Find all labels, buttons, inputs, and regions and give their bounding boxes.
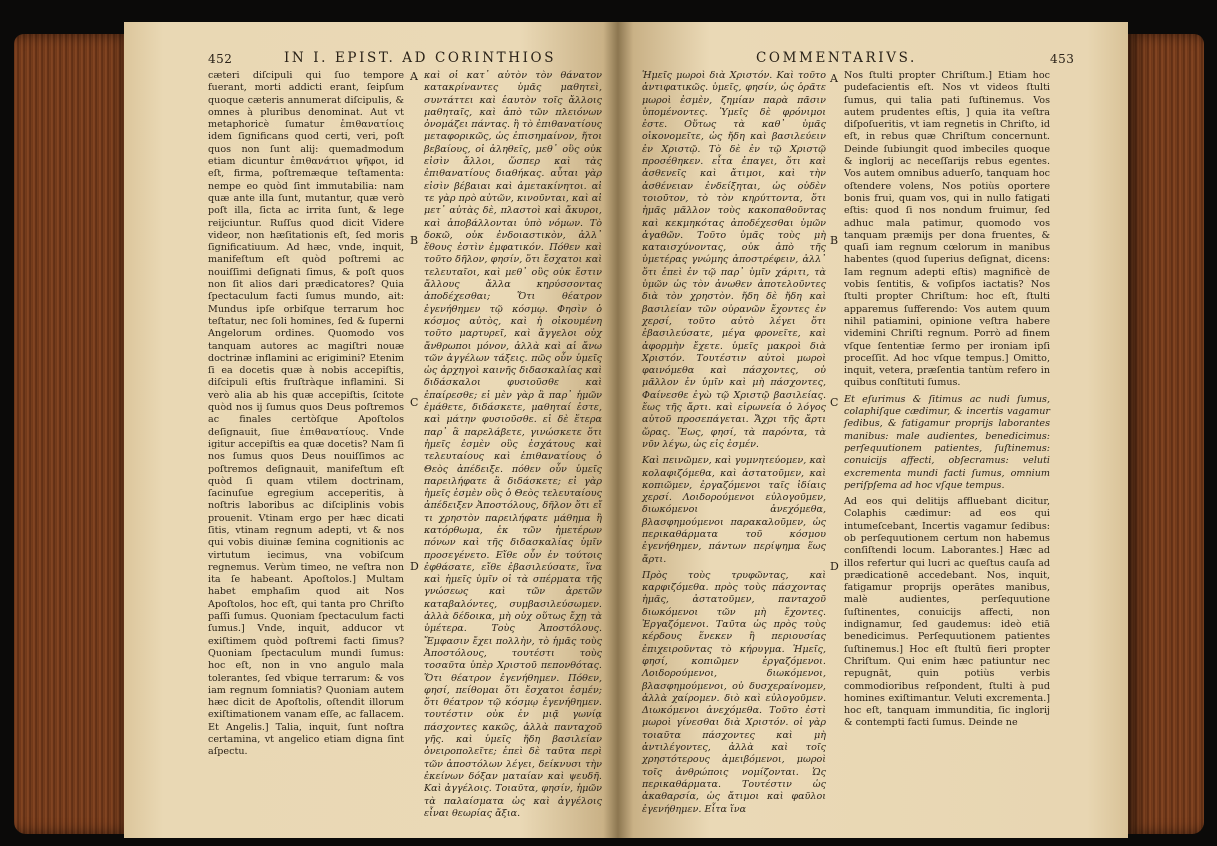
margin-letter-c: C [410,396,419,409]
margin-letter-a-right: A [830,72,838,85]
margin-letter-d: D [410,560,419,573]
right-greek-text-2: Καὶ πεινῶμεν, καὶ γυμνητεύομεν, καὶ κολαφιζόμεθα, καὶ ἀστατοῦμεν, καὶ κοπιῶμεν, ἐργαζόμενοι ταῖς ἰδίαις χερσί. Λοιδορούμενοι εὐλογοῦμεν, διωκόμενοι ἀνεχόμεθα, βλασφημούμενοι παρακαλοῦμεν, ὡς περικαθάρματα τοῦ κόσμου ἐγενήθημεν, πάντων περίψημα ἕως ἄρτι. [642,455,826,565]
left-greek-text: καὶ οἱ κατ᾽ αὐτὸν τὸν θάνατον κατακρίναντες ὑμᾶς μαθητεὶ, συντάττει καὶ ἑαυτὸν τοῖς ἄλλοις μαθηταῖς, καὶ ἀπὸ τῶν πλειόνων ὀνομάζει πάντας. ἢ τὸ ἐπιθανατίους μεταφορικῶς, ὡς ἐπισημαίνον, ἤτοι βεβαίους, οἱ ἀληθεῖς, μεθ᾽ οὓς οὐκ εἰσὶν ἄλλοι, ὥσπερ καὶ τὰς ἐπιθανατίους διαθήκας. αὗται γὰρ εἰσὶν βέβαιαι καὶ ἀμετακίνητοι. αἱ τε γὰρ πρὸ αὐτῶν, κινοῦνται, καὶ αἱ μετ᾽ αὐτὰς δὲ, πλαστοὶ καὶ ἄκυροι, καὶ ἀποβάλλονται ὑπὸ νόμων. Τὸ δοκῶ, οὐκ ἐνδοιαστικὸν, ἀλλ᾽ ἔθους ἐστὶν ἐμφατικόν. Πόθεν καὶ τοῦτο δῆλον, φησίν, ὅτι ἔσχατοι καὶ τελευταῖοι, καὶ μεθ᾽ οὓς οὐκ ἔστιν ἄλλους ἄλλα κηρύσσοντας ἀποδέχεσθαι; Ὅτι θέατρον ἐγενήθημεν τῷ κόσμῳ. Φησὶν ὁ κόσμος αὐτὸς, καὶ ἡ οἰκουμένη τοῦτο μαρτυρεῖ, καὶ ἄγγελοι οὐχ ἄνθρωποι μόνον, ἀλλὰ καὶ αἱ ἄνω τῶν ἀγγέλων τάξεις. πῶς οὖν ὑμεῖς ὡς ἀρχηγοὶ καινῆς διδασκαλίας καὶ διδάσκαλοι φυσιοῦσθε καὶ ἐπαίρεσθε; εἰ μὲν γὰρ ἃ παρ᾽ ἡμῶν ἐμάθετε, διδάσκετε, μαθηταί ἐστε, καὶ μάτην φυσιοῦσθε. εἰ δὲ ἕτερα παρ᾽ ἃ παρελάβετε, γινώσκετε ὅτι ἡμεῖς ἐσμὲν οὓς ἐσχάτους καὶ τελευταίους καὶ ἐπιθανατίους ὁ Θεὸς ἀπέδειξε. πόθεν οὖν ὑμεῖς παρειλήφατε ἃ διδάσκετε; εἰ γὰρ ἡμεῖς ἐσμὲν οὓς ὁ Θεὸς τελευταίους ἀπέδειξεν Ἀποστόλους, δῆλον ὅτι εἴ τι χρηστὸν παρειλήφατε μάθημα ἢ κατόρθωμα, ἐκ τῶν ἡμετέρων πόνων καὶ τῆς διδασκαλίας ὑμῖν προσεγένετο. Εἴθε οὖν ἐν τούτοις ἐφθάσατε, εἴθε ἐβασιλεύσατε, ἵνα καὶ ἡμεῖς ὑμῖν οἱ τὰ σπέρματα τῆς γνώσεως καὶ τῶν ἀρετῶν καταβαλόντες, συμβασιλεύσωμεν. ἀλλὰ δέδοικα, μὴ οὐχ οὕτως ἔχῃ τὰ ὑμέτερα. Τοὺς Ἀποστόλους. Ἔμφασιν ἔχει πολλὴν, τὸ ἡμᾶς τοὺς Ἀποστόλους, τουτέστι τοὺς τοσαῦτα ὑπὲρ Χριστοῦ πεπονθότας. Ὅτι θέατρον ἐγενήθημεν. Πόθεν, φησί, πείθομαι ὅτι ἔσχατοι ἐσμέν; ὅτι θέατρον τῷ κόσμῳ ἐγενήθημεν. τουτέστιν οὐκ ἐν μιᾷ γωνίᾳ πάσχοντες κακῶς, ἀλλὰ πανταχοῦ γῆς. καὶ ὑμεῖς ἤδη βασιλείαν ὀνειροπολεῖτε; ἐπεὶ δὲ ταῦτα περὶ τῶν ἀποστόλων λέγει, δείκνυσι τὴν ἐκείνων δόξαν ματαίαν καὶ ψευδῆ. Καὶ ἀγγέλοις. Τοιαῦτα, φησίν, ἡμῶν τὰ παλαίσματα ὡς καὶ ἀγγέλοις εἶναι θεωρίας ἄξια. [424,70,602,819]
right-page-number: 453 [1050,52,1075,66]
left-latin-text: cæteri diſcipuli qui ſuo tempore fuerant, morti addicti erant, ſeipſum quoque cæteris annumerat diſcipulis, & omnes à pluribus denominat. Aut vt metaphoricè ſumatur ἐπιθανατίοις idem ſignificans quod certi, veri, poſt quos non ſunt alij: quemadmodum etiam dicuntur ἐπιθανάτιοι ψῆφοι, id eſt, firma, poſtremæque teſtamenta: nempe eo quòd ſint immutabilia: nam quæ ante illa ſunt, mutantur, quæ verò poſt illa, ſicta ac irrita ſunt, & lege reijciuntur. Ruſſus quod dicit Videre videor, non hæſitationis eſt, ſed moris ſignificatiuum. Ad hæc, vnde, inquit, manifeſtum eſt quòd poſtremi ac nouiſſimi deſignati ſimus, & poſt quos non ſit alios dari prædicatores? Quia ſpectaculum facti ſumus mundo, ait: Mundus ipſe orbiſque terrarum hoc teſtatur, nec ſoli homines, ſed & ſuperni Angelorum ordines. Quomodo vos tanquam autores ac magiſtri nouæ doctrinæ inflamini ac erigimini? Etenim ſi ea docetis quæ à nobis accepiſtis, diſcipuli eſtis fruſtràque inflamini. Si verò alia ab his quæ accepiſtis, ſcitote quòd nos ij ſumus quos Deus poſtremos ac finales certòſque Apoſtolos deſignauit, ſiue ἐπιθανατίους. Vnde igitur accepiſtis ea quæ docetis? Nam ſi nos ſumus quos Deus nouiſſimos ac poſtremos deſignauit, manifeſtum eſt quòd ſi quam vtilem doctrinam, ſacinuſue egregium acceperitis, à noſtris laboribus ac diſciplinis vobis prouenit. Vtinam ergo per hæc dicati ſitis, vtinam regnum adepti, vt & nos qui vobis diuinæ ſemina cognitionis ac virtutum iecimus, vna vobiſcum regnemus. Verùm timeo, ne veſtra non ita ſe habeant. Apoſtolos.] Multam habet emphaſim quod ait Nos Apoſtolos, hoc eſt, qui tanta pro Chriſto paſſi ſumus. Quoniam ſpectaculum facti ſumus.] Vnde, inquit, adducor vt exiſtimem quòd poſtremi facti ſimus? Quoniam ſpectaculum mundi ſumus: hoc eſt, non in vno angulo mala tolerantes, ſed vbique terrarum: & vos iam regnum ſomniatis? Quoniam autem hæc dicit de Apoſtolis, oſtendit illorum exiſtimationem vanam eſſe, ac fallacem. Et Angelis.] Talia, inquit, ſunt noſtra certamina, vt angelico etiam digna ſint aſpectu. [208,70,404,758]
left-page-number: 452 [208,52,233,66]
left-page [124,22,618,838]
right-latin-text-3: Ad eos qui delitijs affluebant dicitur, Colaphis cædimur: ad eos qui intumeſcebant, Incertis vagamur ſedibus: ob perſequutionem certum non habemus conſiſtendi locum. Laborantes.] Hæc ad illos refertur qui lucri ac queſtus cauſa ad prædicationē accedebant. Nos, inquit, fatigamur proprijs operātes manibus, malè audientes, perſequutione ſuſtinentes, conuicijs affecti, non indignamur, ſed gaudemus: ideò etiā benedicimus. Perſequutionem patientes ſuſtinemus.] Hoc eſt ſtultū fieri propter Chriſtum. Qui enim hæc patiuntur nec repugnāt, quin potiùs verbis commodioribus reſpondent, ſtulti à pud homines exiſtimantur. Veluti excrementa.] hoc eſt, tanquam immunditia, ſic inglorij & contempti facti ſumus. Deinde ne [844,496,1050,729]
left-latin-column [208,70,404,828]
right-page [618,22,1128,838]
left-running-head: IN I. EPIST. AD CORINTHIOS [284,50,557,66]
right-greek-text-1: Ἡμεῖς μωροὶ διὰ Χριστόν. Καὶ τοῦτο ἀντιφατικῶς. ὑμεῖς, φησίν, ὡς ὁρᾶτε μωροὶ ἐσμὲν, ζημίαν παρὰ πᾶσιν ὑπομένοντες. Ὑμεῖς δὲ φρόνιμοι ἐστε. Οὕτως τὰ καθ᾽ ὑμᾶς οἰκονομεῖτε, ὡς ἤδη καὶ βασιλεύειν ἐν Χριστῷ. Τὸ δὲ ἐν τῷ Χριστῷ προσέθηκεν. εἶτα ἐπαγει, ὅτι καὶ ἀσθενεῖς καὶ ἄτιμοι, καὶ τὴν ἀσθένειαν ἐνδείξηται, ὡς οὐδὲν τοιοῦτον, τὸ τὸν κηρύττοντα, ὅτι ἡμᾶς μᾶλλον τοὺς κακοπαθοῦντας καὶ κεκμηκότας ἀποδέχεσθαι ὑμῶν ἀγαθῶν. Τοῦτο ὑμᾶς τοὺς μὴ καταισχύνοντας, οὐκ ἀπὸ τῆς ὑμετέρας γνώμης ἀποστρέφειν, ἀλλ᾽ ὅτι ἐπεὶ ἐν τῷ παρ᾽ ὑμῖν χάριτι, τὰ ὑμῶν ὡς τὸν ἀνωθεν ἀποτελοῦντες διὰ τὸν χρηστὸν. ἤδη δὲ ἤδη καὶ βασιλείαν τῶν οὐρανῶν ἔχοντες ἐν χερσί, τοῦτο αὐτὸ λέγει ὅτι ἐβασιλεύσατε, μέγα φρονεῖτε, καὶ ἀφορμὴν ἔχετε. ὑμεῖς μακροὶ διὰ Χριστόν. Τουτέστιν αὐτοὶ μωροὶ φαινόμεθα καὶ πάσχοντες, οὐ μᾶλλον ἐν ὑμῖν καὶ μὴ πάσχοντες, Φαίνεσθε ἐγὼ τῷ Χριστῷ βασιλείας. ἕως τῆς ἄρτι. καὶ εἰρωνεία ὁ λόγος αὐτοῦ προσεπάγεται. Ἄχρι τῆς ἄρτι ὥρας. Ἕως, φησί, τὰ παρόντα, τὰ νῦν λέγω, ὡς εἰς ἐσμέν. [642,70,826,450]
margin-letter-d-right: D [830,560,839,573]
left-greek-column [424,70,602,828]
margin-letter-b: B [410,234,419,247]
book-edge-left [14,34,132,834]
right-latin-text-2: Et eſurimus & ſitimus ac nudi ſumus, colaphiſque cædimur, & incertis vagamur ſedibus, & fatigamur proprijs laborantes manibus: male audientes, benedicimus: perſequutionem patientes, ſuſtinemus: conuicijs affecti, obſecramus: veluti excrementa mundi facti ſumus, omnium periſpſema ad hoc vſque tempus. [844,393,1050,491]
right-greek-text-3: Πρὸς τοὺς τρυφῶντας, καὶ καρφιζόμεθα. πρὸς τοὺς πάσχοντας ἡμᾶς, ἀστατοῦμεν, πανταχοῦ διωκόμενοι τῶν μὴ ἔχοντες. Ἐργαζόμενοι. Ταῦτα ὡς πρὸς τοὺς κέρδους ἕνεκεν ἢ περιουσίας ἐπιχειροῦντας τὸ κήρυγμα. Ἡμεῖς, φησί, κοπιῶμεν ἐργαζόμενοι. Λοιδορούμενοι, διωκόμενοι, βλασφημούμενοι, οὐ δυσχεραίνομεν, ἀλλὰ χαίρομεν. διὸ καὶ εὐλογοῦμεν. Διωκόμενοι ἀνεχόμεθα. Τοῦτο ἐστὶ μωροὶ γίνεσθαι διὰ Χριστόν. οἱ γὰρ τοιαῦτα πάσχοντες καὶ μὴ ἀντιλέγοντες, ἀλλὰ καὶ τοῖς χρηστότερους ἀμειβόμενοι, μωροὶ τοῖς ἀνθρώποις νομίζονται. Ὡς περικαθάρματα. Τουτέστιν ὡς ἀκαθαρσία, ὡς ἄτιμοι καὶ φαῦλοι ἐγενήθημεν. Εἶτα ἵνα [642,569,826,815]
margin-letter-b-right: B [830,234,839,247]
right-greek-column [642,70,826,828]
right-running-head: COMMENTARIVS. [756,50,917,66]
right-latin-text-1: Nos ſtulti propter Chriſtum.] Etiam hoc pudefacientis eſt. Nos vt videos ſtulti ſumus, qui talia pati ſuſtinemus. Vos autem prudentes eſtis, ] quia ita veſtra diſpoſueritis, vt iam regnetis in Chriſto, id eſt, in rebus quæ Chriſtum concernunt. Deinde ſubiungit quod imbeciles quoque & inglorij ac neceſſarijs rebus egentes. Vos autem omnibus aduerſo, tanquam hoc oſtendere volens, Nos potiùs oportere bonis frui, quam vos, qui in nullo fatigati eſtis: quod ſi nos nondum fruimur, ſed adhuc mala patimur, quomodo vos tanquam præmijs per dona fruentes, & quaſi iam regnum cœlorum in manibus habentes (quod ſuperius deſignat, dicens: Iam regnum adepti eſtis) magnificè de vobis ſentitis, & voſipſos iactatis? Nos ſtulti propter Chriſtum: hoc eſt, ſtulti apparemus ſufferendo: Vos autem quum nihil patiamini, opinione veſtra habere videmini Chriſti regnum. Porrò ad finem vſque ſententiæ ſermo per ironiam ipſi proceſſit. Ad hoc vſque tempus.] Omitto, inquit, vetera, præſentia tantùm refero in quibus conſtituti ſumus. [844,70,1050,389]
open-book [14,22,1204,838]
right-latin-column [844,70,1050,828]
margin-letter-a: A [410,70,418,83]
margin-letter-c-right: C [830,396,839,409]
book-edge-right [1128,34,1204,834]
